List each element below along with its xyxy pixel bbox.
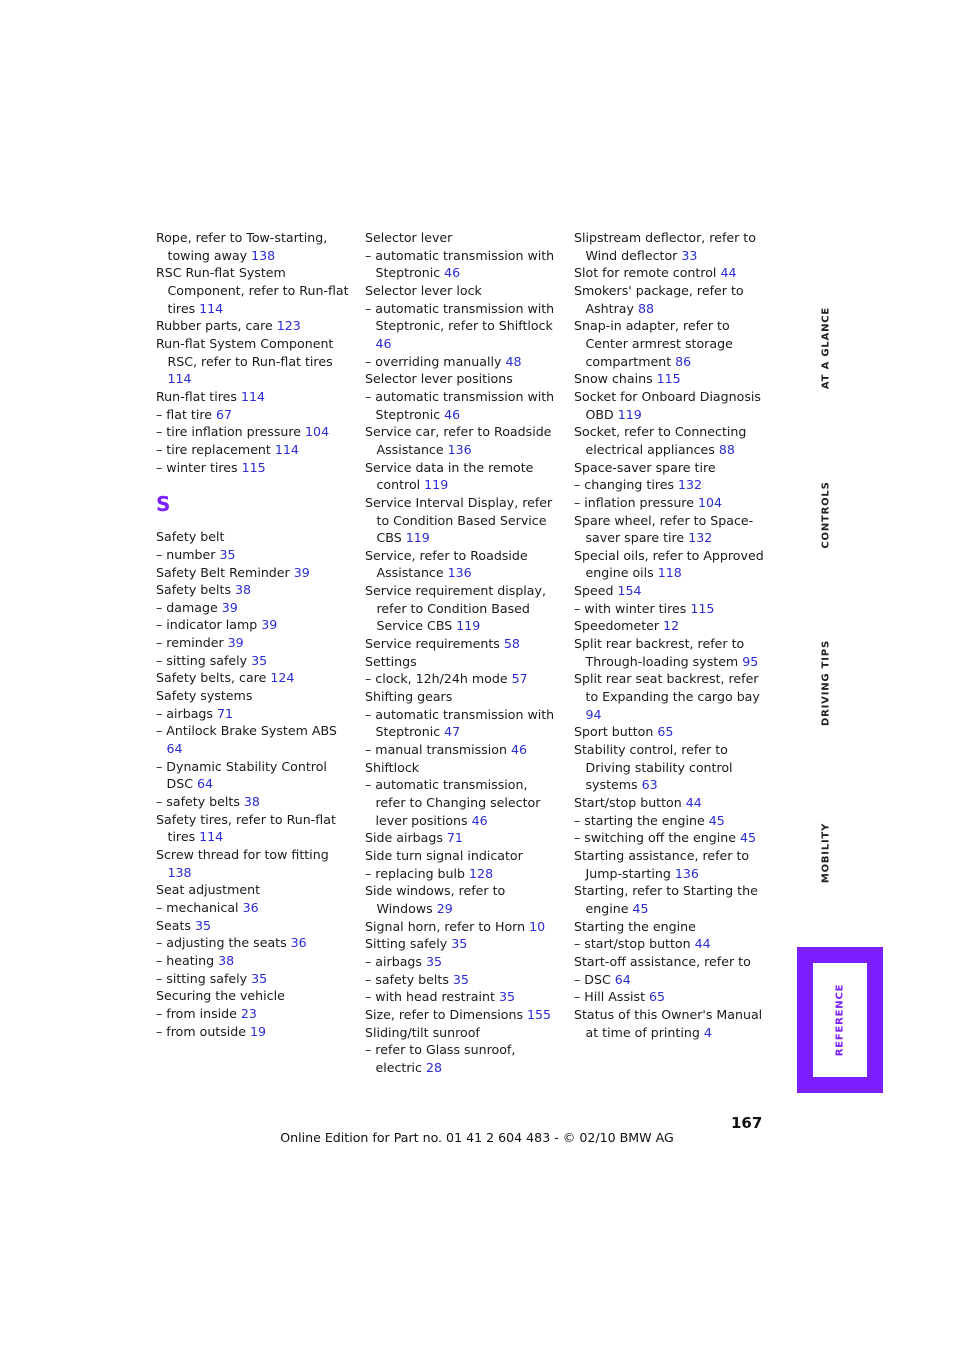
index-entry-text: – automatic transmission with Steptronic (365, 388, 555, 422)
index-entry (365, 229, 561, 247)
index-entry-text: Service requirement display, refer to Condition Based Service CBS (365, 583, 546, 634)
index-subentry (156, 758, 352, 793)
index-subentry (365, 953, 561, 971)
page-link[interactable]: 46 (510, 742, 527, 758)
page-link[interactable]: 35 (251, 652, 268, 668)
index-entry-text: Spare wheel, refer to Space-saver spare tire (574, 512, 754, 546)
index-entry-text: – clock, 12h/24h mode (365, 671, 512, 687)
index-subentry (574, 829, 770, 847)
index-subentry (156, 459, 352, 477)
index-entry (574, 918, 770, 936)
index-column-3 (574, 229, 770, 1041)
tab-reference-label: REFERENCE (834, 983, 846, 1057)
index-entry (574, 953, 770, 971)
page-link[interactable]: 64 (614, 971, 631, 987)
index-entry-text: Run-flat tires (156, 388, 241, 404)
page-link[interactable]: 114 (240, 388, 265, 404)
tab-mobility[interactable] (812, 810, 840, 895)
index-entry-text: Status of this Owner's Manual at time of printing (574, 1006, 763, 1040)
page-link[interactable]: 115 (690, 600, 715, 616)
page-link[interactable]: 38 (243, 794, 260, 810)
index-entry (365, 688, 561, 706)
page-link[interactable]: 57 (511, 671, 528, 687)
index-entry-text: Service data in the remote control (365, 459, 534, 493)
index-subentry (156, 441, 352, 459)
index-subentry (156, 406, 352, 424)
index-entry (574, 229, 770, 264)
index-subentry (156, 722, 352, 757)
page-link[interactable]: 47 (444, 724, 461, 740)
index-entry-text: – adjusting the seats (156, 935, 291, 951)
index-subentry (365, 776, 561, 829)
index-entry-text: Slot for remote control (574, 265, 721, 281)
tab-driving-tips[interactable] (812, 635, 840, 730)
page-link[interactable]: 38 (218, 952, 235, 968)
index-entry-text: Service, refer to Roadside Assistance (365, 547, 528, 581)
index-subentry (365, 247, 561, 282)
index-subentry (156, 899, 352, 917)
index-entry (365, 635, 561, 653)
index-entry (365, 494, 561, 547)
page-link[interactable]: 136 (674, 865, 699, 881)
index-entry-text: – automatic transmission, refer to Changing selector lever positions (365, 777, 541, 828)
page-link[interactable]: 38 (235, 582, 252, 598)
index-entry-text: – from inside (156, 1005, 241, 1021)
page-link[interactable]: 39 (293, 564, 310, 580)
index-subentry (156, 1005, 352, 1023)
index-entry-text: – inflation pressure (574, 494, 698, 510)
page-link[interactable]: 12 (663, 618, 680, 634)
index-entry-text: – flat tire (156, 406, 216, 422)
index-entry-text: Side turn signal indicator (365, 847, 523, 863)
index-entry-text: – replacing bulb (365, 865, 470, 881)
index-subentry (365, 971, 561, 989)
index-entry-text: – tire inflation pressure (156, 424, 306, 440)
page-link[interactable]: 65 (657, 724, 674, 740)
index-entry-text: Service requirements (365, 636, 504, 652)
index-entry (156, 229, 352, 264)
page-link[interactable]: 48 (505, 353, 522, 369)
index-subentry (574, 812, 770, 830)
index-entry (365, 653, 561, 671)
index-entry-text: Safety Belt Reminder (156, 564, 294, 580)
index-entry-text: Speed (574, 583, 618, 599)
index-entry-text: Seat adjustment (156, 882, 261, 898)
index-entry-text: Signal horn, refer to Horn (365, 918, 530, 934)
page-link[interactable]: 64 (197, 776, 214, 792)
page-link[interactable]: 4 (703, 1024, 712, 1040)
page-link[interactable]: 119 (617, 406, 642, 422)
page-link[interactable]: 71 (446, 830, 463, 846)
page-link[interactable]: 86 (675, 353, 692, 369)
page-link[interactable]: 45 (740, 830, 757, 846)
index-subentry (156, 652, 352, 670)
page-link[interactable]: 118 (657, 565, 682, 581)
page-link[interactable]: 104 (697, 494, 723, 510)
page-link[interactable]: 33 (681, 247, 698, 263)
page-link[interactable]: 46 (444, 406, 461, 422)
index-entry-text: – indicator lamp (156, 617, 262, 633)
index-entry (156, 881, 352, 899)
index-entry (156, 581, 352, 599)
index-entry-text: – safety belts (365, 971, 453, 987)
page-link[interactable]: 44 (685, 795, 702, 810)
index-entry-text: Service Interval Display, refer to Condition Based Service CBS (365, 494, 553, 546)
index-column-2 (365, 229, 561, 1077)
index-entry-text: Side windows, refer to Windows (365, 883, 506, 916)
index-entry-text: Start/stop button (574, 795, 686, 810)
page-link[interactable]: 35 (219, 546, 236, 562)
index-entry-text: – changing tires (574, 477, 679, 493)
index-entry (156, 917, 352, 935)
index-entry-text: Speedometer (574, 618, 664, 634)
index-entry (574, 282, 770, 317)
page-number: 167 (731, 1114, 763, 1132)
page-link[interactable]: 67 (215, 406, 233, 422)
page-link[interactable]: 58 (503, 636, 520, 652)
index-entry (365, 1006, 561, 1024)
index-entry (365, 882, 561, 917)
page-link[interactable]: 104 (305, 424, 330, 440)
page-link[interactable]: 119 (456, 618, 481, 634)
index-entry (365, 829, 561, 847)
page-link[interactable]: 35 (251, 970, 268, 986)
index-subentry (574, 476, 770, 494)
index-entry-text: – airbags (156, 705, 217, 721)
index-entry-text: Service car, refer to Roadside Assistance (365, 424, 552, 457)
index-entry-text: Side airbags (365, 830, 447, 846)
index-entry-text: – mechanical (156, 899, 243, 915)
page-link[interactable]: 35 (425, 953, 442, 969)
index-entry-text: Selector lever positions (365, 371, 513, 387)
index-subentry (574, 988, 770, 1006)
index-entry-text: – number (156, 546, 220, 562)
page-link[interactable]: 136 (447, 441, 472, 457)
tab-controls[interactable] (812, 470, 840, 560)
index-entry-text: Safety belt (156, 529, 225, 545)
page-link[interactable]: 23 (240, 1005, 257, 1021)
index-subentry (574, 935, 770, 953)
index-entry (365, 282, 561, 300)
index-entry (156, 811, 352, 846)
index-subentry (365, 388, 561, 423)
index-entry (156, 846, 352, 881)
index-entry-text: – refer to Glass sunroof, electric (365, 1042, 516, 1075)
index-subentry (156, 705, 352, 723)
index-subentry (574, 494, 770, 512)
index-entry (365, 918, 561, 936)
page-link[interactable]: 28 (425, 1059, 442, 1075)
index-entry-text: – Dynamic Stability Control DSC (156, 758, 327, 792)
page-link[interactable]: 119 (405, 530, 430, 546)
index-subentry (156, 546, 352, 564)
index-column-1 (156, 229, 352, 1040)
page-link[interactable]: 71 (216, 705, 233, 721)
index-entry-text: Sport button (574, 724, 658, 740)
page-link[interactable]: 35 (451, 936, 468, 952)
index-entry-text: Special oils, refer to Approved engine oils (574, 547, 764, 581)
index-entry (574, 794, 770, 812)
index-entry-text: – with head restraint (365, 989, 499, 1005)
index-subentry (365, 1041, 561, 1076)
index-entry (365, 1024, 561, 1042)
index-subentry (156, 934, 352, 952)
page-link[interactable]: 46 (444, 265, 461, 281)
page-link[interactable]: 65 (649, 989, 666, 1005)
index-subentry (156, 952, 352, 970)
index-entry-text: – overriding manually (365, 353, 506, 369)
page-link[interactable]: 115 (241, 459, 266, 475)
index-entry-text: – reminder (156, 635, 228, 651)
index-entry-text: – starting the engine (574, 812, 709, 828)
index-entry-text: – Hill Assist (574, 989, 650, 1005)
page-link[interactable]: 10 (529, 918, 546, 934)
index-entry (574, 847, 770, 882)
tab-controls-label: CONTROLS (820, 481, 832, 549)
index-entry (156, 317, 352, 335)
page-link[interactable]: 39 (261, 617, 278, 633)
page-link[interactable]: 39 (221, 599, 238, 615)
page-link[interactable]: 132 (688, 530, 713, 546)
index-subentry (156, 616, 352, 634)
page-link[interactable]: 128 (469, 865, 494, 881)
index-entry-text: – manual transmission (365, 742, 511, 758)
index-entry (365, 759, 561, 777)
index-entry-text: – from outside (156, 1023, 251, 1039)
index-entry (156, 335, 352, 388)
index-entry (365, 547, 561, 582)
index-subentry (365, 353, 561, 371)
index-entry-text: Snap-in adapter, refer to Center armrest storage compartment (574, 318, 733, 369)
index-entry-text: Seats (156, 917, 195, 933)
index-entry-text: – DSC (574, 971, 615, 987)
index-subentry (365, 706, 561, 741)
index-entry (156, 687, 352, 705)
index-entry (156, 669, 352, 687)
index-entry (365, 370, 561, 388)
index-entry-text: – winter tires (156, 459, 242, 475)
index-entry-text: Slipstream deflector, refer to Wind deflector (574, 230, 756, 263)
index-entry-text: Space-saver spare tire (574, 459, 716, 475)
index-entry (574, 617, 770, 635)
page-link[interactable]: 124 (270, 670, 295, 686)
tab-reference-inner (813, 963, 867, 1077)
index-entry-text: Run-flat System Component RSC, refer to Run-flat tires (156, 335, 334, 369)
index-entry-text: Screw thread for tow fitting (156, 847, 329, 862)
page-link[interactable]: 119 (424, 477, 449, 493)
index-entry-text: – automatic transmission with Steptronic (365, 247, 555, 281)
index-entry-text: Socket for Onboard Diagnosis OBD (574, 388, 761, 422)
index-entry-text: Shifting gears (365, 689, 453, 705)
page-link[interactable]: 35 (194, 917, 211, 933)
index-entry-text: – sitting safely (156, 970, 252, 986)
page-link[interactable]: 46 (471, 812, 488, 828)
tab-mobility-label: MOBILITY (820, 822, 832, 883)
index-entry (574, 635, 770, 670)
index-subentry (156, 1023, 352, 1041)
index-subentry (365, 741, 561, 759)
page-link[interactable]: 138 (167, 864, 192, 880)
index-entry (365, 582, 561, 635)
page-link[interactable]: 155 (527, 1006, 552, 1022)
index-subentry (365, 988, 561, 1006)
index-entry (365, 459, 561, 494)
page-link[interactable]: 36 (242, 899, 259, 915)
footer-edition-note: Online Edition for Part no. 01 41 2 604 483 - © 02/10 BMW AG (280, 1130, 674, 1145)
page-link[interactable]: 132 (678, 477, 703, 493)
index-letter-heading: S (156, 492, 171, 517)
index-entry (156, 528, 352, 546)
index-entry-text: – automatic transmission with Steptronic (365, 706, 555, 740)
index-entry-text: Starting assistance, refer to Jump-starting (574, 847, 750, 881)
index-entry-text: Sitting safely (365, 936, 452, 952)
index-entry-text: Snow chains (574, 371, 657, 387)
page-link[interactable]: 19 (250, 1023, 267, 1039)
index-entry (574, 459, 770, 477)
page-link[interactable]: 35 (498, 989, 515, 1005)
page-link[interactable]: 114 (167, 371, 192, 387)
index-entry-text: Safety systems (156, 688, 253, 704)
index-entry (574, 882, 770, 917)
index-entry-text: Smokers' package, refer to Ashtray (574, 282, 744, 316)
tab-driving-tips-label: DRIVING TIPS (820, 639, 832, 726)
index-entry-text: Safety tires, refer to Run-flat tires (156, 811, 336, 845)
index-entry-text: Split rear seat backrest, refer to Expanding the cargo bay (574, 671, 760, 705)
index-entry-text: Selector lever (365, 230, 453, 245)
index-subentry (156, 423, 352, 441)
index-entry-text: Safety belts (156, 582, 236, 598)
page-link[interactable]: 138 (251, 247, 276, 263)
page-link[interactable]: 29 (436, 900, 453, 916)
page-link[interactable]: 114 (274, 441, 299, 457)
index-entry (574, 317, 770, 370)
page-link[interactable]: 45 (632, 900, 649, 916)
index-entry-text: Shiftlock (365, 759, 420, 775)
page-link[interactable]: 44 (694, 936, 711, 952)
index-entry-text: Selector lever lock (365, 282, 482, 298)
index-entry (156, 564, 352, 582)
page-link[interactable]: 63 (641, 777, 658, 793)
page-link[interactable]: 95 (742, 653, 759, 669)
index-entry (156, 264, 352, 317)
page-link[interactable]: 154 (617, 583, 642, 599)
index-entry-text: – airbags (365, 953, 426, 969)
index-subentry (156, 793, 352, 811)
index-entry-text: Socket, refer to Connecting electrical appliances (574, 424, 747, 457)
index-entry-text: Starting, refer to Starting the engine (574, 883, 758, 916)
index-subentry (574, 971, 770, 989)
index-entry-text: – Antilock Brake System ABS (156, 723, 337, 739)
page-link[interactable]: 94 (585, 706, 602, 722)
page-link[interactable]: 64 (166, 741, 183, 757)
index-subentry (365, 300, 561, 353)
index-subentry (156, 599, 352, 617)
index-subentry (156, 634, 352, 652)
index-entry-text: – sitting safely (156, 652, 252, 668)
index-entry-text: – start/stop button (574, 936, 695, 952)
page-link[interactable]: 45 (708, 812, 725, 828)
index-entry (156, 987, 352, 1005)
index-entry-text: Sliding/tilt sunroof (365, 1024, 480, 1040)
index-entry-text: – safety belts (156, 794, 244, 810)
index-entry (574, 723, 770, 741)
index-entry (574, 370, 770, 388)
page-link[interactable]: 39 (227, 635, 244, 651)
index-entry-text: Start-off assistance, refer to (574, 953, 751, 969)
page-link[interactable]: 136 (447, 565, 472, 581)
index-entry (156, 388, 352, 406)
page-link[interactable]: 114 (199, 829, 224, 845)
index-entry (574, 264, 770, 282)
index-entry-text: – with winter tires (574, 600, 691, 616)
index-entry (365, 935, 561, 953)
index-subentry (156, 970, 352, 988)
index-entry (574, 582, 770, 600)
index-entry-text: – tire replacement (156, 441, 275, 457)
page-link[interactable]: 88 (637, 300, 654, 316)
index-entry-text: RSC Run-flat System Component, refer to Run-flat tires (156, 265, 349, 316)
index-entry-text: Rubber parts, care (156, 318, 277, 334)
page-link[interactable]: 35 (452, 971, 469, 987)
tab-at-a-glance-label: AT A GLANCE (820, 306, 832, 389)
index-entry (574, 512, 770, 547)
index-entry-text: – damage (156, 599, 222, 615)
page-link[interactable]: 36 (290, 935, 307, 951)
index-entry-text: Split rear backrest, refer to Through-loading system (574, 636, 745, 669)
page-link[interactable]: 114 (199, 300, 224, 316)
index-entry (365, 423, 561, 458)
index-entry-text: Size, refer to Dimensions (365, 1006, 528, 1022)
index-entry-text: Starting the engine (574, 918, 696, 934)
index-entry-text: – switching off the engine (574, 830, 740, 846)
index-entry-text: Rope, refer to Tow-starting, towing away (156, 230, 328, 263)
page-link[interactable]: 115 (656, 371, 681, 387)
page-link[interactable]: 88 (718, 441, 735, 457)
index-entry (365, 847, 561, 865)
index-subentry (365, 865, 561, 883)
page-link[interactable]: 44 (720, 265, 737, 281)
index-subentry (365, 670, 561, 688)
page-link[interactable]: 123 (276, 318, 301, 334)
index-entry (574, 388, 770, 423)
index-entry-text: – automatic transmission with Steptronic, refer to Shiftlock (365, 300, 555, 334)
tab-at-a-glance[interactable] (812, 300, 840, 395)
index-entry (574, 741, 770, 794)
index-entry (574, 670, 770, 723)
index-entry-text: Safety belts, care (156, 670, 271, 686)
index-entry (574, 1006, 770, 1041)
index-entry-text: – heating (156, 952, 219, 968)
index-subentry (574, 600, 770, 618)
index-entry-text: Stability control, refer to Driving stability control systems (574, 742, 733, 793)
index-entry (574, 423, 770, 458)
index-entry (574, 547, 770, 582)
tab-reference-active[interactable] (797, 947, 883, 1093)
index-entry-text: Settings (365, 653, 417, 669)
page-link[interactable]: 46 (375, 335, 392, 351)
index-entry-text: Securing the vehicle (156, 988, 285, 1004)
